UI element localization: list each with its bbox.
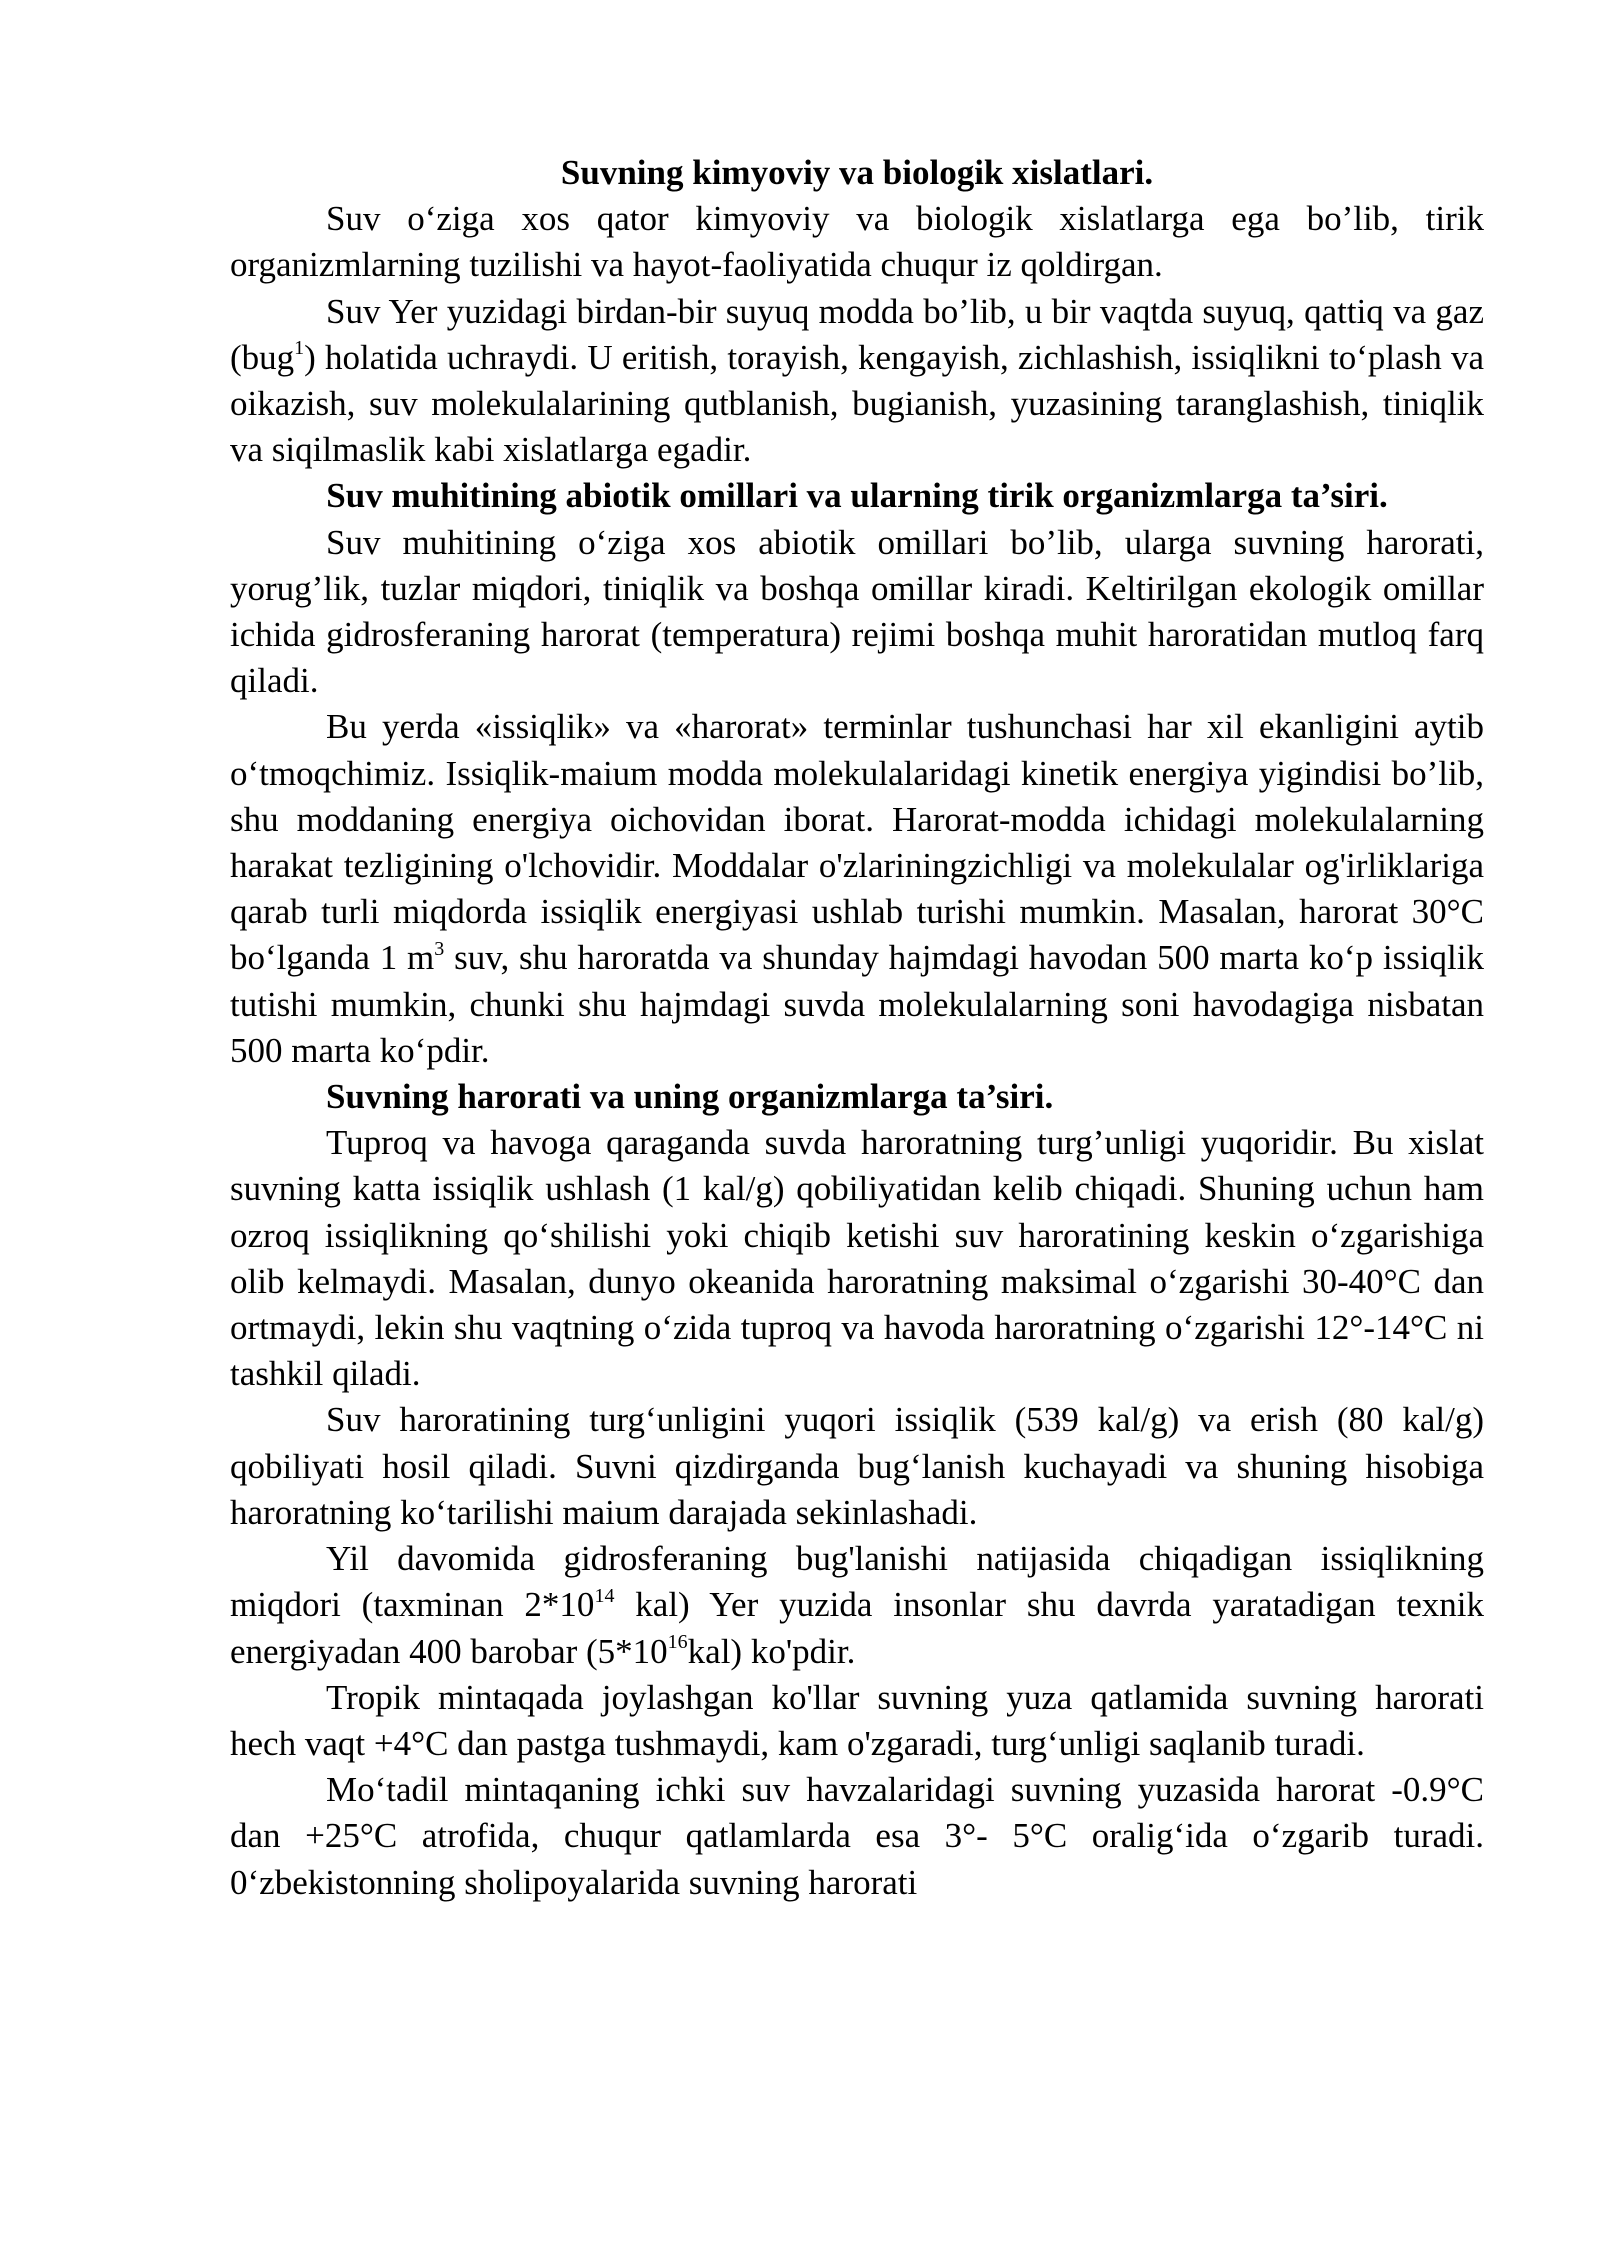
superscript-exponent-14: 14 bbox=[594, 1584, 615, 1607]
heading-water-temperature: Suvning harorati va uning organizmlarga ta’siri. bbox=[326, 1077, 1054, 1117]
heading-chemical-biological: Suvning kimyoviy va biologik xislatlari. bbox=[560, 153, 1154, 192]
paragraph-2-part-a: Suv Yer yuzidagi birdan-bir suyuq modda bo’lib, u bir vaqtda suyuq, qattiq va gaz (bug bbox=[230, 291, 1484, 377]
paragraph-4-part-b: suv, shu haroratda va shunday hajmdagi havodan 500 marta ko‘p issiqlik tutishi mumkin, chunki shu hajmdagi suvda molekulalarning soni havodagiga nisbatan 500 marta ko‘pdir. bbox=[230, 938, 1484, 1070]
paragraph-1: Suv o‘ziga xos qator kimyoviy va biologik xislatlarga ega bo’lib, tirik organizmlarning tuzilishi va hayot-faoliyatida chuqur iz qoldirgan. bbox=[230, 199, 1484, 285]
document-page bbox=[230, 150, 1484, 1906]
paragraph-4 bbox=[230, 704, 1484, 1074]
superscript-cubic: 3 bbox=[434, 937, 445, 960]
paragraph-2 bbox=[230, 289, 1484, 474]
paragraph-3: Suv muhitining o‘ziga xos abiotik omillari bo’lib, ularga suvning harorati, yorug’lik, tuzlar miqdori, tiniqlik va boshqa omillar kiradi. Keltirilgan ekologik omillar ichida gidrosferaning harorat (temperatura) rejimi boshqa muhit haroratidan mutloq farq qiladi. bbox=[230, 522, 1484, 701]
paragraph-4-part-a: Bu yerda «issiqlik» va «harorat» terminlar tushunchasi har xil ekanligini aytib o‘tmoqchimiz. Issiqlik-maium modda molekulalaridagi kinetik energiya yigindisi bo’lib, shu moddaning energiya oichovidan iborat. Harorat-modda ichidagi molekulalarning harakat tezligining o'lchovidir. Moddalar o'zlariningzichligi va molekulalar og'irliklariga qarab turli miqdorda issiqlik energiyasi ushlab turishi mumkin. Masalan, harorat 30°C bo‘lganda 1 m bbox=[230, 707, 1484, 978]
paragraph-7-part-c: kal) ko'pdir. bbox=[687, 1631, 856, 1671]
paragraph-7 bbox=[230, 1536, 1484, 1675]
paragraph-2-part-b: ) holatida uchraydi. U eritish, torayish, kengayish, zichlashish, issiqlikni to‘plash va oikazish, suv molekulalarining qutblanish, bugianish, yuzasining taranglashish, tiniqlik va siqilmaslik kabi xislatlarga egadir. bbox=[230, 337, 1484, 470]
superscript-exponent-16: 16 bbox=[667, 1630, 688, 1653]
paragraph-6: Suv haroratining turg‘unligini yuqori issiqlik (539 kal/g) va erish (80 kal/g) qobiliyati hosil qiladi. Suvni qizdirganda bug‘lanish kuchayadi va shuning hisobiga haroratning ko‘tarilishi maium darajada sekinlashadi. bbox=[230, 1400, 1484, 1532]
paragraph-7-part-b: kal) Yer yuzida insonlar shu davrda yaratadigan texnik energiyadan 400 barobar (5*10 bbox=[230, 1585, 1484, 1671]
paragraph-5: Tuproq va havoga qaraganda suvda haroratning turg’unligi yuqoridir. Bu xislat suvning katta issiqlik ushlash (1 kal/g) qobiliyatidan kelib chiqadi. Shuning uchun ham ozroq issiqlikning qo‘shilishi yoki chiqib ketishi suv haroratining keskin o‘zgarishiga olib kelmaydi. Masalan, dunyo okeanida haroratning maksimal o‘zgarishi 30-40°C dan ortmaydi, lekin shu vaqtning o‘zida tuproq va havoda haroratning o‘zgarishi 12°-14°C ni tashkil qiladi. bbox=[230, 1123, 1484, 1394]
heading-abiotic-factors: Suv muhitining abiotik omillari va ularning tirik organizmlarga ta’siri. bbox=[326, 476, 1388, 516]
paragraph-8: Tropik mintaqada joylashgan ko'llar suvning yuza qatlamida suvning harorati hech vaqt +4°C dan pastga tushmaydi, kam o'zgaradi, turg‘unligi saqlanib turadi. bbox=[230, 1677, 1484, 1763]
paragraph-7-part-a: Yil davomida gidrosferaning bug'lanishi natijasida chiqadigan issiqlikning miqdori (taxminan 2*10 bbox=[230, 1539, 1484, 1625]
footnote-ref-1[interactable]: 1 bbox=[294, 337, 305, 360]
paragraph-9: Mo‘tadil mintaqaning ichki suv havzalaridagi suvning yuzasida harorat -0.9°C dan +25°C atrofida, chuqur qatlamlarda esa 3°- 5°C oralig‘ida o‘zgarib turadi. 0‘zbekistonning sholipoyalarida suvning harorati bbox=[230, 1770, 1484, 1902]
